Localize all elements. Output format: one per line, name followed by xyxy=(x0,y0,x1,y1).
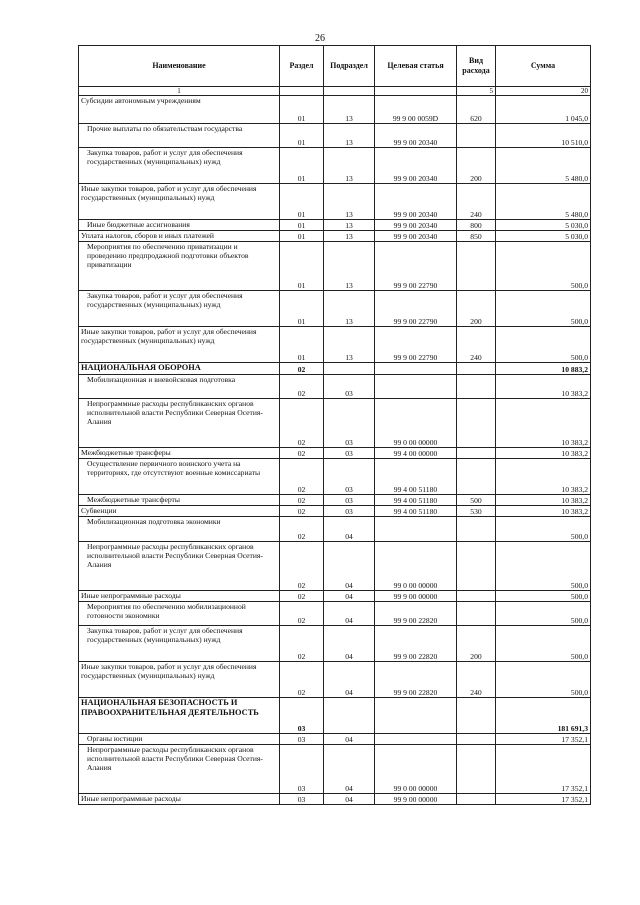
cell-name xyxy=(79,291,280,327)
cell-podrazdel: 04 xyxy=(324,745,375,794)
cell-razdel: 01 xyxy=(280,184,324,220)
cell-target: 99 0 00 00000 xyxy=(375,542,457,591)
cell-vid xyxy=(457,591,496,602)
cell-sum: 500,0 xyxy=(496,542,591,591)
index-cell xyxy=(280,87,324,96)
index-cell xyxy=(324,87,375,96)
cell-razdel: 01 xyxy=(280,124,324,148)
cell-target: 99 9 00 20340 xyxy=(375,220,457,231)
row-label: Иные закупки товаров, работ и услуг для обеспечения государственных (муниципальных) нужд xyxy=(81,662,257,680)
row-label: Непрограммные расходы республиканских органов исполнительной власти Республики Северная Осетия-Алания xyxy=(87,745,263,772)
cell-podrazdel: 13 xyxy=(324,184,375,220)
table-row xyxy=(79,542,591,591)
index-cell xyxy=(375,87,457,96)
cell-name xyxy=(79,327,280,363)
cell-podrazdel: 03 xyxy=(324,399,375,448)
cell-sum: 500,0 xyxy=(496,242,591,291)
cell-name xyxy=(79,662,280,698)
cell-sum: 500,0 xyxy=(496,626,591,662)
table-row xyxy=(79,124,591,148)
cell-podrazdel: 13 xyxy=(324,327,375,363)
cell-name xyxy=(79,591,280,602)
table-row xyxy=(79,327,591,363)
header-name: Наименование xyxy=(79,46,280,87)
cell-podrazdel: 04 xyxy=(324,542,375,591)
page-number: 26 xyxy=(315,33,325,44)
cell-podrazdel: 04 xyxy=(324,734,375,745)
cell-sum: 10 383,2 xyxy=(496,448,591,459)
cell-name xyxy=(79,602,280,626)
cell-vid xyxy=(457,459,496,495)
cell-podrazdel: 13 xyxy=(324,220,375,231)
header-razdel: Раздел xyxy=(280,46,324,87)
table-row xyxy=(79,698,591,734)
cell-razdel: 02 xyxy=(280,602,324,626)
cell-target: 99 9 00 0059D xyxy=(375,96,457,124)
cell-sum: 500,0 xyxy=(496,591,591,602)
cell-razdel: 01 xyxy=(280,148,324,184)
cell-sum: 5 030,0 xyxy=(496,220,591,231)
cell-sum: 181 691,3 xyxy=(496,698,591,734)
table-row xyxy=(79,506,591,517)
cell-sum: 500,0 xyxy=(496,602,591,626)
index-cell: 1 xyxy=(79,87,280,96)
cell-razdel: 02 xyxy=(280,506,324,517)
cell-target: 99 4 00 51180 xyxy=(375,459,457,495)
cell-razdel: 02 xyxy=(280,399,324,448)
row-label: Межбюджетные трансферты xyxy=(87,495,180,504)
cell-razdel: 02 xyxy=(280,517,324,542)
cell-target xyxy=(375,734,457,745)
cell-podrazdel: 04 xyxy=(324,517,375,542)
cell-razdel: 01 xyxy=(280,327,324,363)
cell-podrazdel: 04 xyxy=(324,794,375,805)
table-row xyxy=(79,459,591,495)
cell-target: 99 9 00 00000 xyxy=(375,591,457,602)
cell-name xyxy=(79,745,280,794)
cell-name xyxy=(79,231,280,242)
cell-target: 99 9 00 20340 xyxy=(375,231,457,242)
cell-sum: 17 352,1 xyxy=(496,734,591,745)
table-row xyxy=(79,745,591,794)
cell-vid: 200 xyxy=(457,626,496,662)
cell-vid: 240 xyxy=(457,327,496,363)
cell-sum: 17 352,1 xyxy=(496,794,591,805)
cell-name xyxy=(79,375,280,399)
cell-sum: 10 383,2 xyxy=(496,459,591,495)
index-cell: 5 xyxy=(457,87,496,96)
cell-name xyxy=(79,506,280,517)
row-label: Мероприятия по обеспечению приватизации и проведению предпродажной подготовки объектов приватизации xyxy=(87,242,249,269)
cell-vid: 240 xyxy=(457,184,496,220)
cell-razdel: 01 xyxy=(280,220,324,231)
cell-name xyxy=(79,794,280,805)
cell-vid xyxy=(457,698,496,734)
table-row xyxy=(79,148,591,184)
table-header-row xyxy=(79,46,591,87)
row-label: НАЦИОНАЛЬНАЯ БЕЗОПАСНОСТЬ И ПРАВООХРАНИТЕЛЬНАЯ ДЕЯТЕЛЬНОСТЬ xyxy=(81,698,259,717)
cell-sum: 5 480,0 xyxy=(496,184,591,220)
cell-razdel: 02 xyxy=(280,495,324,506)
cell-target: 99 4 00 00000 xyxy=(375,448,457,459)
cell-razdel: 02 xyxy=(280,459,324,495)
cell-sum: 500,0 xyxy=(496,291,591,327)
cell-podrazdel: 13 xyxy=(324,124,375,148)
table-row xyxy=(79,662,591,698)
cell-razdel: 02 xyxy=(280,591,324,602)
table-row xyxy=(79,231,591,242)
cell-razdel: 02 xyxy=(280,363,324,375)
cell-target: 99 9 00 22790 xyxy=(375,327,457,363)
cell-razdel: 02 xyxy=(280,542,324,591)
cell-vid: 620 xyxy=(457,96,496,124)
cell-podrazdel: 03 xyxy=(324,448,375,459)
cell-target xyxy=(375,375,457,399)
table-row xyxy=(79,399,591,448)
cell-vid: 200 xyxy=(457,148,496,184)
table-row xyxy=(79,448,591,459)
cell-name xyxy=(79,363,280,375)
cell-target: 99 9 00 20340 xyxy=(375,124,457,148)
row-label: Непрограммные расходы республиканских органов исполнительной власти Республики Северная Осетия-Алания xyxy=(87,399,263,426)
header-podrazdel: Подраздел xyxy=(324,46,375,87)
table-row xyxy=(79,184,591,220)
cell-target xyxy=(375,363,457,375)
table-row xyxy=(79,495,591,506)
cell-vid xyxy=(457,242,496,291)
cell-sum: 5 480,0 xyxy=(496,148,591,184)
cell-podrazdel xyxy=(324,363,375,375)
cell-razdel: 01 xyxy=(280,231,324,242)
cell-sum: 500,0 xyxy=(496,327,591,363)
cell-vid xyxy=(457,745,496,794)
table-row xyxy=(79,220,591,231)
cell-podrazdel: 13 xyxy=(324,96,375,124)
cell-razdel: 01 xyxy=(280,242,324,291)
table-body xyxy=(79,96,591,805)
cell-razdel: 02 xyxy=(280,448,324,459)
cell-vid: 530 xyxy=(457,506,496,517)
cell-name xyxy=(79,242,280,291)
cell-vid xyxy=(457,517,496,542)
table-row xyxy=(79,242,591,291)
row-label: Закупка товаров, работ и услуг для обеспечения государственных (муниципальных) нужд xyxy=(87,291,243,309)
cell-podrazdel: 03 xyxy=(324,506,375,517)
cell-vid: 850 xyxy=(457,231,496,242)
header-target: Целевая статья xyxy=(375,46,457,87)
cell-name xyxy=(79,542,280,591)
cell-podrazdel: 04 xyxy=(324,602,375,626)
cell-name xyxy=(79,124,280,148)
cell-razdel: 01 xyxy=(280,96,324,124)
cell-vid: 500 xyxy=(457,495,496,506)
cell-target: 99 0 00 00000 xyxy=(375,745,457,794)
cell-vid xyxy=(457,542,496,591)
row-label: Иные закупки товаров, работ и услуг для обеспечения государственных (муниципальных) нужд xyxy=(81,327,257,345)
cell-name xyxy=(79,96,280,124)
table-row xyxy=(79,291,591,327)
row-label: Мероприятия по обеспечению мобилизационной готовности экономики xyxy=(87,602,246,620)
cell-target: 99 0 00 00000 xyxy=(375,399,457,448)
row-label: Межбюджетные трансферы xyxy=(81,448,171,457)
cell-vid xyxy=(457,734,496,745)
cell-razdel: 03 xyxy=(280,745,324,794)
cell-target: 99 4 00 51180 xyxy=(375,506,457,517)
cell-sum: 500,0 xyxy=(496,662,591,698)
cell-name xyxy=(79,448,280,459)
cell-razdel: 03 xyxy=(280,734,324,745)
cell-podrazdel: 04 xyxy=(324,591,375,602)
cell-sum: 10 383,2 xyxy=(496,506,591,517)
cell-sum: 10 883,2 xyxy=(496,363,591,375)
header-sum: Сумма xyxy=(496,46,591,87)
cell-name xyxy=(79,734,280,745)
table-row xyxy=(79,734,591,745)
column-index-row xyxy=(79,87,591,96)
cell-target xyxy=(375,698,457,734)
cell-target: 99 9 00 22790 xyxy=(375,242,457,291)
cell-name xyxy=(79,517,280,542)
row-label: Иные бюджетные ассигнования xyxy=(87,220,190,229)
cell-name xyxy=(79,459,280,495)
cell-podrazdel: 13 xyxy=(324,242,375,291)
cell-podrazdel: 03 xyxy=(324,375,375,399)
table-row xyxy=(79,363,591,375)
cell-vid: 200 xyxy=(457,291,496,327)
header-vid: Вид расхода xyxy=(457,46,496,87)
cell-sum: 10 383,2 xyxy=(496,399,591,448)
table-row xyxy=(79,794,591,805)
row-label: Уплата налогов, сборов и иных платежей xyxy=(81,231,214,240)
table-row xyxy=(79,375,591,399)
cell-razdel: 01 xyxy=(280,291,324,327)
table-row xyxy=(79,626,591,662)
cell-name xyxy=(79,220,280,231)
cell-name xyxy=(79,698,280,734)
cell-name xyxy=(79,148,280,184)
cell-podrazdel: 13 xyxy=(324,291,375,327)
cell-target: 99 9 00 22790 xyxy=(375,291,457,327)
cell-vid: 800 xyxy=(457,220,496,231)
cell-vid xyxy=(457,363,496,375)
cell-podrazdel xyxy=(324,698,375,734)
cell-sum: 10 383,2 xyxy=(496,495,591,506)
table-row xyxy=(79,591,591,602)
cell-name xyxy=(79,626,280,662)
cell-sum: 10 510,0 xyxy=(496,124,591,148)
cell-podrazdel: 04 xyxy=(324,626,375,662)
cell-target xyxy=(375,517,457,542)
cell-podrazdel: 13 xyxy=(324,231,375,242)
row-label: Прочие выплаты по обязательствам государства xyxy=(87,124,243,133)
cell-target: 99 9 00 22820 xyxy=(375,602,457,626)
cell-vid xyxy=(457,448,496,459)
row-label: Иные непрограммные расходы xyxy=(81,591,181,600)
table-row xyxy=(79,517,591,542)
table-row xyxy=(79,96,591,124)
cell-sum: 1 045,0 xyxy=(496,96,591,124)
cell-name xyxy=(79,184,280,220)
cell-target: 99 9 00 00000 xyxy=(375,794,457,805)
row-label: Иные закупки товаров, работ и услуг для обеспечения государственных (муниципальных) нужд xyxy=(81,184,257,202)
row-label: Закупка товаров, работ и услуг для обеспечения государственных (муниципальных) нужд xyxy=(87,148,243,166)
row-label: Закупка товаров, работ и услуг для обеспечения государственных (муниципальных) нужд xyxy=(87,626,243,644)
cell-podrazdel: 13 xyxy=(324,148,375,184)
cell-podrazdel: 03 xyxy=(324,495,375,506)
cell-name xyxy=(79,495,280,506)
cell-vid xyxy=(457,375,496,399)
cell-razdel: 02 xyxy=(280,375,324,399)
index-cell: 20 xyxy=(496,87,591,96)
cell-vid xyxy=(457,124,496,148)
cell-target: 99 9 00 20340 xyxy=(375,148,457,184)
budget-table xyxy=(78,45,591,805)
row-label: Иные непрограммные расходы xyxy=(81,794,181,803)
cell-vid xyxy=(457,794,496,805)
cell-sum: 500,0 xyxy=(496,517,591,542)
cell-vid xyxy=(457,399,496,448)
table-row xyxy=(79,602,591,626)
row-label: Мобилизационная подготовка экономики xyxy=(87,517,221,526)
cell-sum: 17 352,1 xyxy=(496,745,591,794)
cell-razdel: 03 xyxy=(280,698,324,734)
cell-vid xyxy=(457,602,496,626)
row-label: Органы юстиции xyxy=(87,734,143,743)
cell-sum: 10 383,2 xyxy=(496,375,591,399)
cell-target: 99 9 00 22820 xyxy=(375,662,457,698)
cell-sum: 5 030,0 xyxy=(496,231,591,242)
cell-name xyxy=(79,399,280,448)
cell-target: 99 9 00 20340 xyxy=(375,184,457,220)
cell-target: 99 9 00 22820 xyxy=(375,626,457,662)
cell-target: 99 4 00 51180 xyxy=(375,495,457,506)
row-label: Непрограммные расходы республиканских органов исполнительной власти Республики Северная Осетия-Алания xyxy=(87,542,263,569)
cell-vid: 240 xyxy=(457,662,496,698)
row-label: Субвенции xyxy=(81,506,117,515)
row-label: НАЦИОНАЛЬНАЯ ОБОРОНА xyxy=(81,363,201,372)
cell-razdel: 02 xyxy=(280,662,324,698)
cell-podrazdel: 03 xyxy=(324,459,375,495)
cell-razdel: 02 xyxy=(280,626,324,662)
cell-razdel: 03 xyxy=(280,794,324,805)
row-label: Мобилизационная и вневойсковая подготовка xyxy=(87,375,236,384)
row-label: Осуществление первичного воинского учета на территориях, где отсутствуют военные комиссариаты xyxy=(87,459,261,477)
row-label: Субсидии автономным учреждениям xyxy=(81,96,201,105)
cell-podrazdel: 04 xyxy=(324,662,375,698)
